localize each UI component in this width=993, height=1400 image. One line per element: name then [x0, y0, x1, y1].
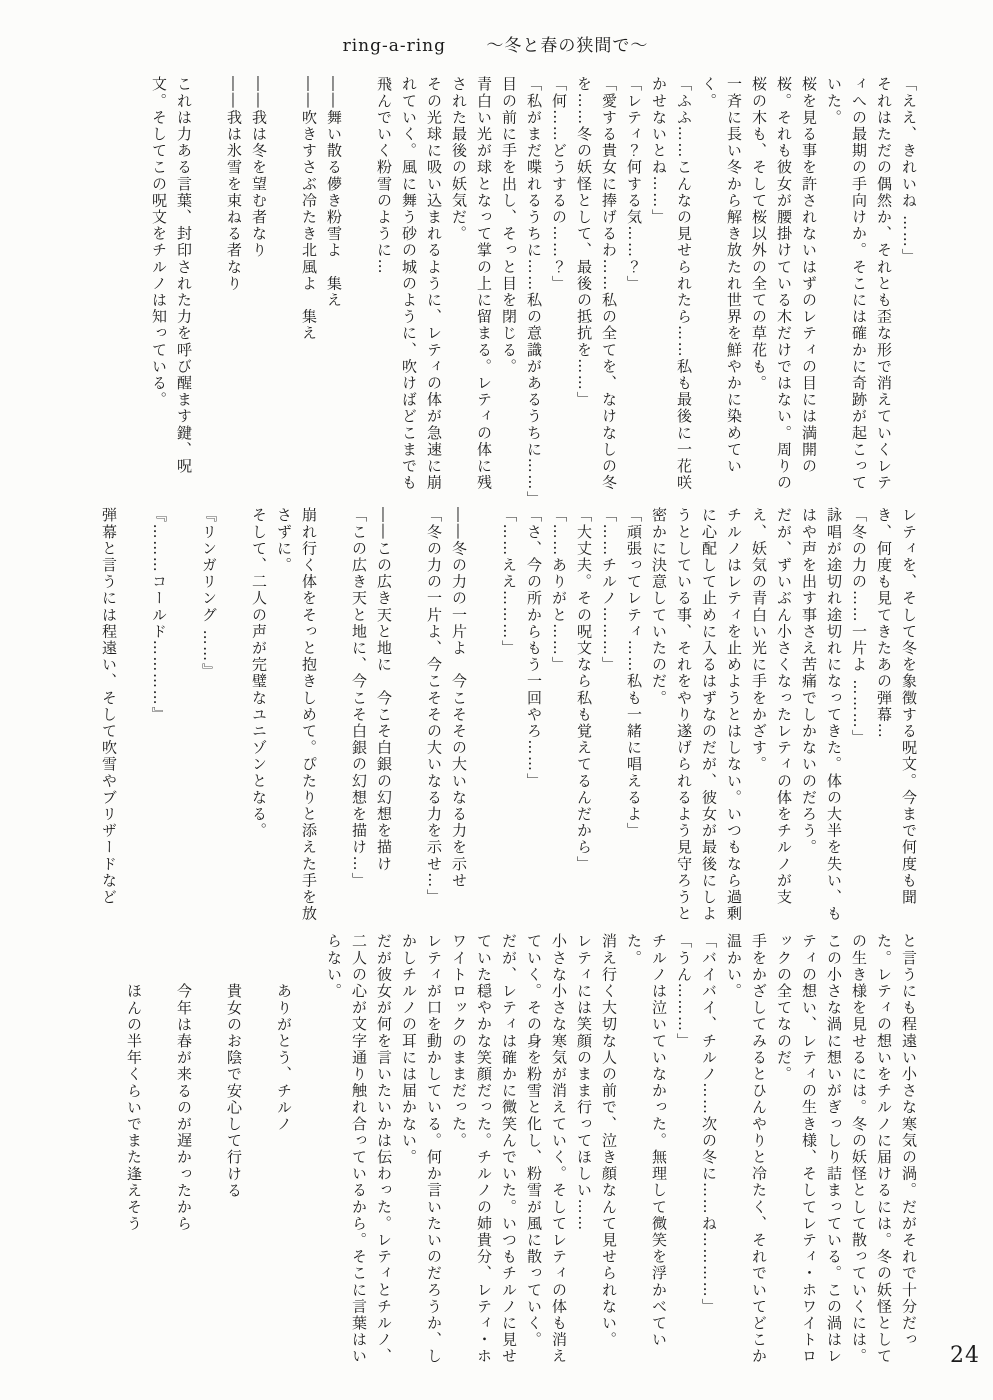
text-paragraph: 「うん………」: [675, 933, 693, 1050]
text-band-middle: [51, 507, 921, 937]
text-paragraph: チルノは泣いていなかった。無理して微笑を浮かべていた。: [625, 933, 668, 1348]
text-paragraph: だが彼女が何を言いたいかは伝わった。レティとチルノ、二人の心が文字通り触れ合っているから。そこに言葉はいらない。: [325, 933, 393, 1365]
text-paragraph: だが、レティは確かに微笑んでいた。いつもチルノに見せていた穏やかな笑顔だった。チルノの姉貴分、レティ・ホワイトロックのままだった。: [450, 933, 518, 1365]
title-latin: ring-a-ring: [342, 36, 446, 56]
text-paragraph: レティには笑顔のまま行ってほしい……: [575, 933, 593, 1232]
page-number: 24: [950, 1343, 980, 1368]
page-title: [0, 31, 993, 56]
text-paragraph: 「頑張ってレティ……私も一緒に唱えるよ」: [625, 507, 643, 839]
text-paragraph: 崩れ行く体をそっと抱きしめて。ぴたりと添えた手を放さずに。: [275, 507, 318, 922]
text-band-top: [51, 76, 921, 506]
text-paragraph: だが、ずいぶん小さくなったレティの体をチルノが支え、妖気の青白い光に手をかざす。: [750, 507, 793, 906]
text-paragraph: 「ふふ……こんなの見せられたら……私も最後に一花咲かせないとね……」: [650, 76, 693, 491]
text-paragraph: 小さな小さな寒気が消えていく。そしてレティの体も消えていく。その身を粉雪と化し、粉雪が風に散っていく。: [525, 933, 568, 1365]
text-band-bottom: [51, 933, 921, 1381]
text-paragraph: レティが口を動かしている。何か言いたいのだろうか、しかしチルノの耳には届かない。: [400, 933, 443, 1365]
text-paragraph: それはただの偶然か、それとも歪な形で消えていくレティへの最期の手向けか。そこには確かに奇跡が起こっていた。: [825, 76, 893, 491]
text-paragraph: 「……ありがと……」: [550, 507, 568, 673]
text-paragraph: 「私がまだ喋れるうちに……私の意識があるうちに……」: [525, 76, 543, 508]
incantation-line: ――我は氷雪を束ねる者なり: [225, 76, 243, 292]
text-paragraph: 「冬の力の一片よ、今こそその大いなる力を示せ…」: [425, 507, 443, 906]
text-paragraph: この小さな渦に想いがぎっしり詰まっている。この渦はレティの想い、レティの生き様、そしてレティ・ホワイトロックの全てなのだ。: [775, 933, 843, 1365]
text-paragraph: 「さ、今の所からもう一回やろ……」: [525, 507, 543, 790]
text-paragraph: レティを、そして冬を象徴する呪文。今まで何度も聞き、何度も見てきたあの弾幕…: [875, 507, 918, 906]
text-paragraph: 「愛する貴女に捧げるわ……私の全てを、なけなしの冬を……冬の妖怪として、最後の抵抗を……」: [575, 76, 618, 491]
text-paragraph: 一斉に長い冬から解き放たれ世界を鮮やかに染めていく。: [700, 76, 743, 475]
text-paragraph: その光球に吸い込まれるように、レティの体が急速に崩れていく。風に舞う砂の城のように、吹けばどこまでも飛んでいく粉雪のように…: [375, 76, 443, 491]
text-paragraph: 桜を見る事を許されないはずのレティの目には満開の桜。それも彼女が腰掛けている木だけではない。周りの桜の木も、そして桜以外の全ての草花も。: [750, 76, 818, 491]
text-paragraph: 「何……どうするの……？」: [550, 76, 568, 292]
text-paragraph: 「……チルノ………」: [600, 507, 618, 673]
text-paragraph: 消え行く大切な人の前で、泣き顔なんて見せられない。: [600, 933, 618, 1348]
telepathic-line: ありがとう、チルノ: [275, 983, 293, 1133]
text-paragraph: 「ええ、きれいね ……」: [900, 76, 918, 265]
telepathic-line: 貴女のお陰で安心して行ける: [225, 983, 243, 1199]
text-paragraph: 「バイバイ、チルノ……次の冬に……ね…………」: [700, 933, 718, 1315]
telepathic-line: 今年は春が来るのが遅かったから: [175, 983, 193, 1232]
text-paragraph: 「冬の力の……一片よ ………」: [850, 507, 868, 746]
text-paragraph: そして、二人の声が完璧なユニゾンとなる。: [250, 507, 268, 839]
title-japanese: ～冬と春の狭間で～: [486, 36, 649, 56]
incantation-line: ――舞い散る儚き粉雪よ 集え: [325, 76, 343, 309]
text-paragraph: チルノはレティを止めようとはしない。いつもなら過剰に心配して止めに入るはずなのだが、彼女が最後にしようとしている事、それをやり遂げられるよう見守ろうと密かに決意していたのだ。: [650, 507, 743, 922]
text-paragraph: 弾幕と言うには程遠い、そして吹雪やブリザードなど: [100, 507, 118, 906]
text-paragraph: 「レティ？何する気……？」: [625, 76, 643, 292]
incantation-line: ――この広き天と地に 今こそ白銀の幻想を描け: [375, 507, 393, 873]
text-paragraph: 「この広き天と地に、今こそ白銀の幻想を描け…」: [350, 507, 368, 889]
text-paragraph: 『………コールド…………』: [150, 507, 168, 723]
text-paragraph: 『リンガリング ……』: [200, 507, 218, 680]
text-paragraph: 青白い光が球となって掌の上に留まる。レティの体に残された最後の妖気だ。: [450, 76, 493, 491]
text-paragraph: これは力ある言葉、封印された力を呼び醒ます鍵、呪文。そしてこの呪文をチルノは知っている。: [150, 76, 193, 475]
text-paragraph: 目の前に手を出し、そっと目を閉じる。: [500, 76, 518, 375]
incantation-line: ――冬の力の一片よ 今こそその大いなる力を示せ: [450, 507, 468, 889]
text-paragraph: と言うにも程遠い小さな寒気の渦。だがそれで十分だった。レティの想いをチルノに届けるには。冬の妖怪としての生き様を見せるには。冬の妖怪として散っていくには。: [850, 933, 918, 1365]
incantation-line: ――我は冬を望む者なり: [250, 76, 268, 259]
telepathic-line: ほんの半年くらいでまた逢えそう: [125, 983, 143, 1232]
text-paragraph: 詠唱が途切れ途切れになってきた。体の大半を失い、もはや声を出す事さえ苦痛でしかないのだろう。: [800, 507, 843, 922]
text-paragraph: 手をかざしてみるとひんやりと冷たく、それでいてどこか温かい。: [725, 933, 768, 1365]
text-paragraph: 「……ええ………」: [500, 507, 518, 657]
text-paragraph: 「大丈夫。その呪文なら私も覚えてるんだから」: [575, 507, 593, 873]
incantation-line: ――吹きすさぶ冷たき北風よ 集え: [300, 76, 318, 342]
